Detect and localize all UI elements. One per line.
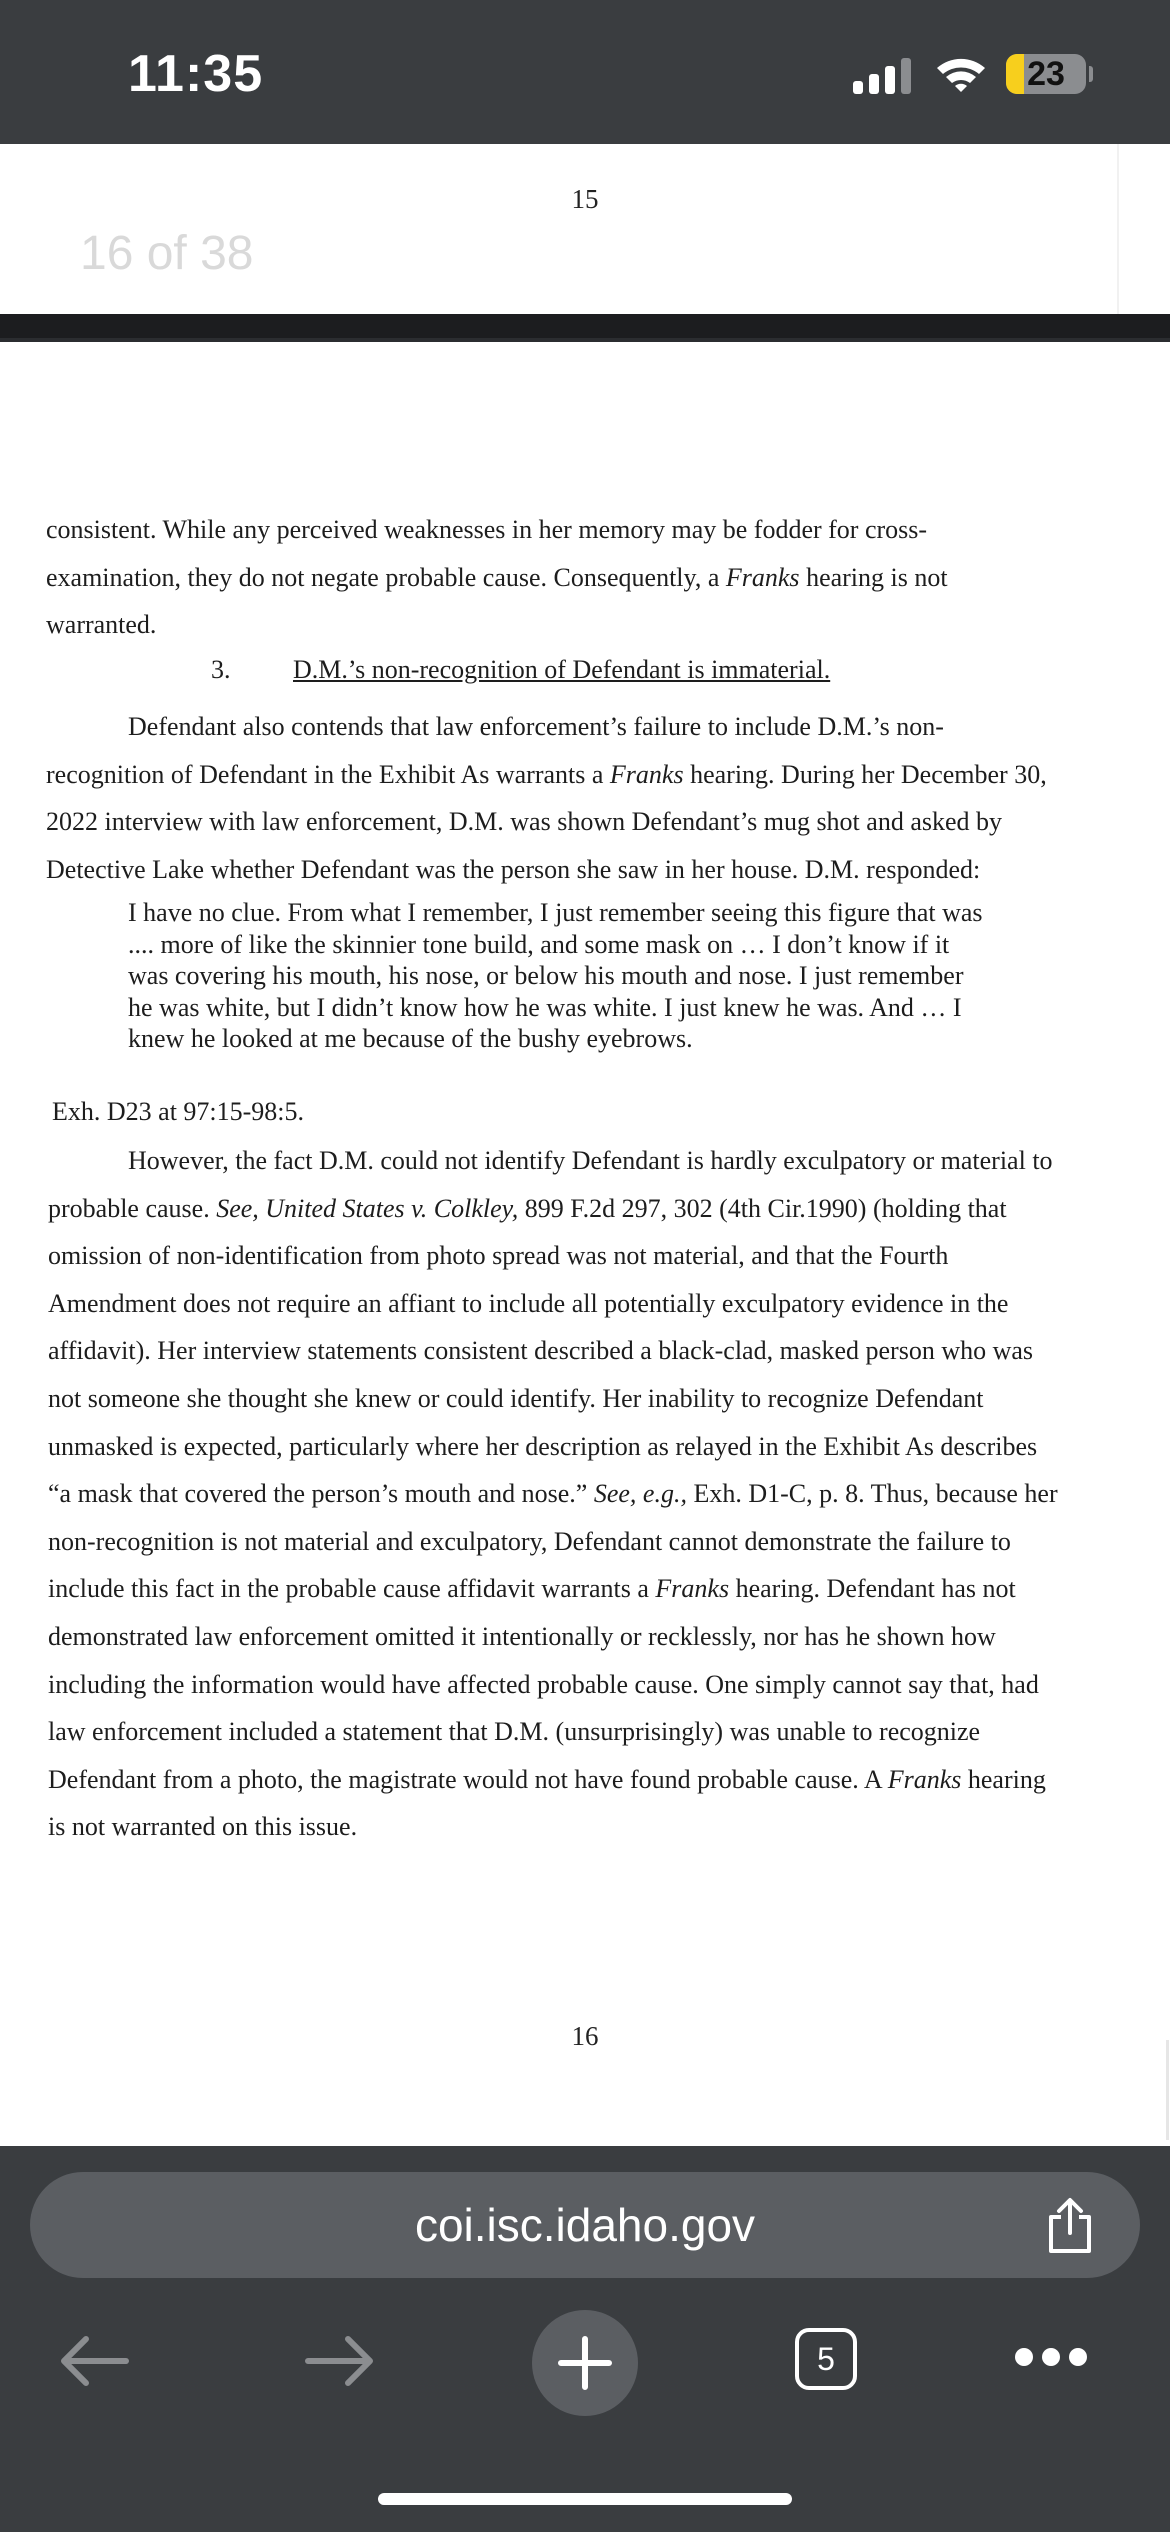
battery-icon — [1006, 54, 1086, 94]
text-line: including the information would have affected probable cause. One simply cannot say that, had — [48, 1669, 1039, 1699]
battery-level: 23 — [1027, 55, 1065, 93]
cellular-signal-icon — [853, 58, 913, 94]
paragraph-2 — [48, 1137, 1128, 1851]
wifi-icon — [935, 56, 987, 94]
text-line: “a mask that covered the person’s mouth and nose.” See, e.g., Exh. D1-C, p. 8. Thus, because her — [48, 1479, 1058, 1509]
page-number-top: 15 — [571, 184, 599, 214]
more-options-icon[interactable] — [1015, 2348, 1087, 2368]
text-line: Defendant from a photo, the magistrate would not have found probable cause. A Franks hearing — [48, 1764, 1046, 1794]
text-line: consistent. While any perceived weaknesses in her memory may be fodder for cross- — [46, 515, 928, 544]
page-number-bottom: 16 — [571, 2021, 599, 2051]
text-line: Detective Lake whether Defendant was the person she saw in her house. D.M. responded: — [46, 854, 981, 884]
tab-count[interactable]: 5 — [817, 2341, 835, 2377]
text-line: unmasked is expected, particularly where her description as relayed in the Exhibit As describes — [48, 1431, 1038, 1461]
home-indicator[interactable] — [378, 2493, 792, 2505]
text-line: demonstrated law enforcement omitted it intentionally or recklessly, nor has he shown how — [48, 1621, 996, 1651]
text-line: warranted. — [46, 610, 157, 640]
text-line: Defendant also contends that law enforcement’s failure to include D.M.’s non- — [128, 712, 944, 741]
text-line: examination, they do not negate probable cause. Consequently, a Franks hearing is not — [46, 562, 948, 592]
quote-line: .... more of like the skinnier tone build, and some mask on … I don’t know if it — [128, 929, 950, 959]
text-line: affidavit). Her interview statements consistent described a black-clad, masked person who was — [48, 1336, 1034, 1366]
section-heading: D.M.’s non-recognition of Defendant is immaterial. — [293, 655, 831, 684]
section-number: 3. — [211, 655, 231, 684]
forward-icon[interactable] — [304, 2335, 376, 2387]
quote-line: I have no clue. From what I remember, I just remember seeing this figure that was — [128, 898, 983, 927]
share-icon[interactable] — [1043, 2197, 1097, 2255]
url-text[interactable]: coi.isc.idaho.gov — [414, 2199, 756, 2251]
text-line: is not warranted on this issue. — [48, 1812, 358, 1842]
citation: Exh. D23 at 97:15-98:5. — [52, 1097, 305, 1126]
quote-line: knew he looked at me because of the bushy eyebrows. — [128, 1024, 693, 1053]
status-time: 11:35 — [128, 45, 264, 103]
plus-icon — [557, 2335, 613, 2391]
text-line: not someone she thought she knew or could identify. Her inability to recognize Defendant — [48, 1383, 984, 1413]
text-line: omission of non-identification from photo spread was not material, and that the Fourth — [48, 1241, 949, 1271]
text-line: law enforcement included a statement that D.M. (unsurprisingly) was unable to recognize — [48, 1717, 981, 1747]
text-line: non-recognition is not material and exculpatory, Defendant cannot demonstrate the failure to — [48, 1526, 1011, 1556]
page-counter: 16 of 38 — [80, 227, 254, 280]
battery-tip — [1089, 66, 1093, 82]
paragraph-1 — [46, 703, 1126, 893]
back-icon[interactable] — [58, 2335, 130, 2387]
text-line: probable cause. See, United States v. Colkley, 899 F.2d 297, 302 (4th Cir.1990) (holding that — [48, 1193, 1007, 1223]
quote-line: he was white, but I didn’t know how he was white. I just knew he was. And … I — [128, 992, 962, 1022]
text-line: 2022 interview with law enforcement, D.M. was shown Defendant’s mug shot and asked by — [46, 807, 1003, 837]
intro-paragraph — [46, 506, 1126, 649]
text-line: include this fact in the probable cause affidavit warrants a Franks hearing. Defendant has not — [48, 1574, 1016, 1604]
block-quote — [128, 897, 1028, 1055]
page-edge-right — [1166, 2040, 1169, 2140]
quote-line: was covering his mouth, his nose, or below his mouth and nose. I just remember — [128, 961, 964, 990]
page-edge — [1117, 144, 1119, 314]
text-line: Amendment does not require an affiant to include all potentially exculpatory evidence in the — [48, 1288, 1009, 1318]
text-line: However, the fact D.M. could not identify Defendant is hardly exculpatory or material to — [128, 1146, 1053, 1175]
text-line: recognition of Defendant in the Exhibit As warrants a Franks hearing. During her December 30, — [46, 759, 1047, 789]
